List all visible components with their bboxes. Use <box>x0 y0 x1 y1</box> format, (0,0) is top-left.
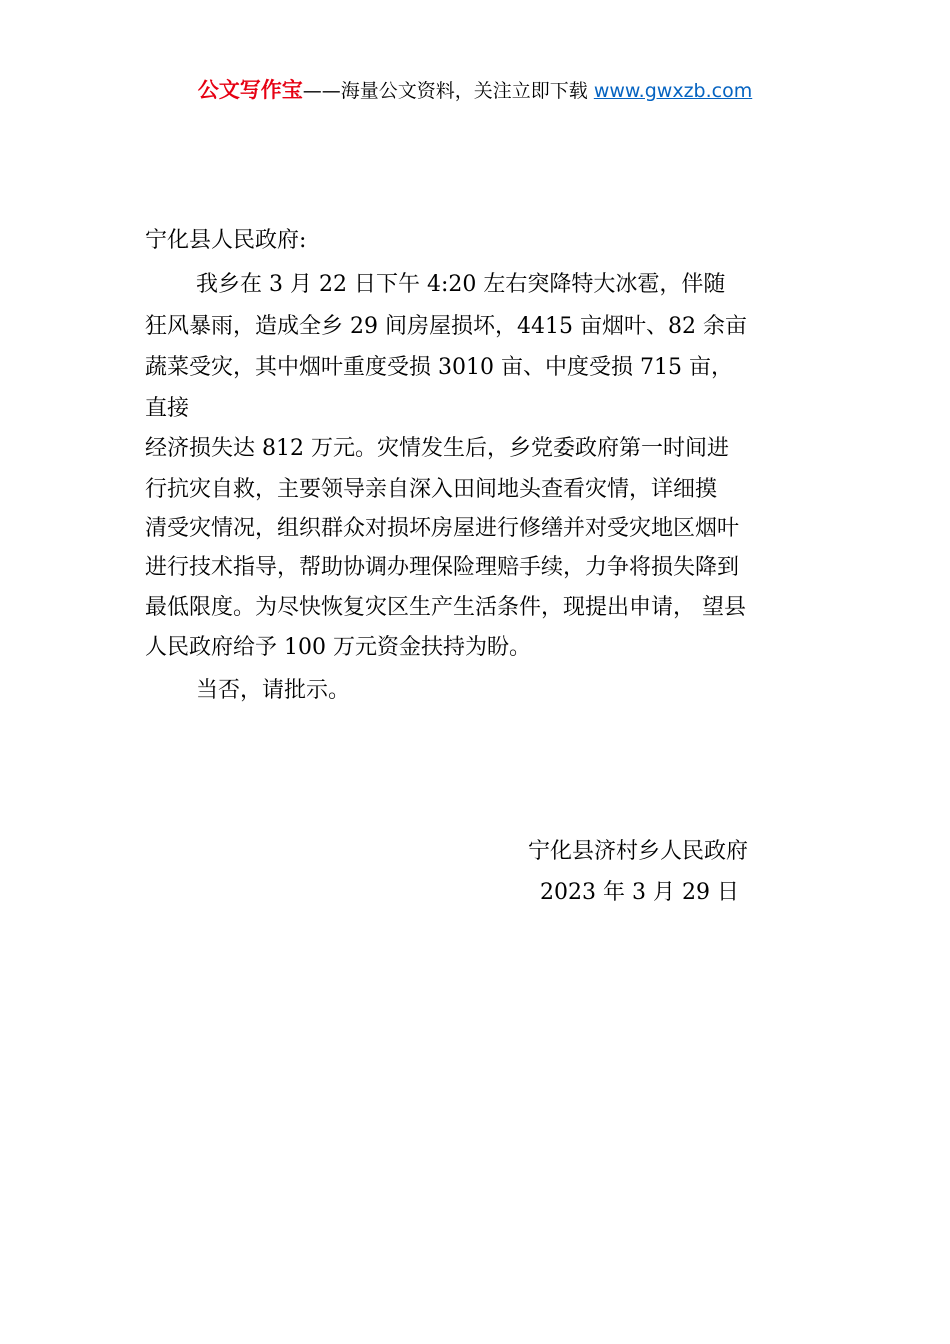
body-line-4: 直接 <box>145 396 190 421</box>
signature-date: 2023 年 3 月 29 日 <box>540 880 739 905</box>
salutation: 宁化县人民政府: <box>145 228 307 253</box>
body-line-2: 狂风暴雨，造成全乡 29 间房屋损坏，4415 亩烟叶、82 余亩 <box>145 314 747 339</box>
signature-org: 宁化县济村乡人民政府 <box>528 839 749 864</box>
body-line-9: 最低限度。为尽快恢复灾区生产生活条件，现提出申请， 望县 <box>145 595 746 620</box>
body-line-6: 行抗灾自救，主要领导亲自深入田间地头查看灾情，详细摸 <box>145 477 718 502</box>
site-link[interactable]: www.gwxzb.com <box>593 80 753 102</box>
header-tagline: ——海量公文资料，关注立即下载 <box>302 80 594 102</box>
body-line-3: 蔬菜受灾，其中烟叶重度受损 3010 亩、中度受损 715 亩， <box>145 355 733 380</box>
body-line-8: 进行技术指导，帮助协调办理保险理赔手续，力争将损失降到 <box>145 555 740 580</box>
site-header <box>0 74 950 104</box>
body-line-1: 我乡在 3 月 22 日下午 4:20 左右突降特大冰雹，伴随 <box>196 272 726 297</box>
body-line-10: 人民政府给予 100 万元资金扶持为盼。 <box>145 635 531 660</box>
body-line-5: 经济损失达 812 万元。灾情发生后，乡党委政府第一时间进 <box>145 436 729 461</box>
closing: 当否，请批示。 <box>196 678 351 703</box>
body-line-7: 清受灾情况，组织群众对损坏房屋进行修缮并对受灾地区烟叶 <box>145 516 740 541</box>
brand-name: 公文写作宝 <box>197 78 303 102</box>
